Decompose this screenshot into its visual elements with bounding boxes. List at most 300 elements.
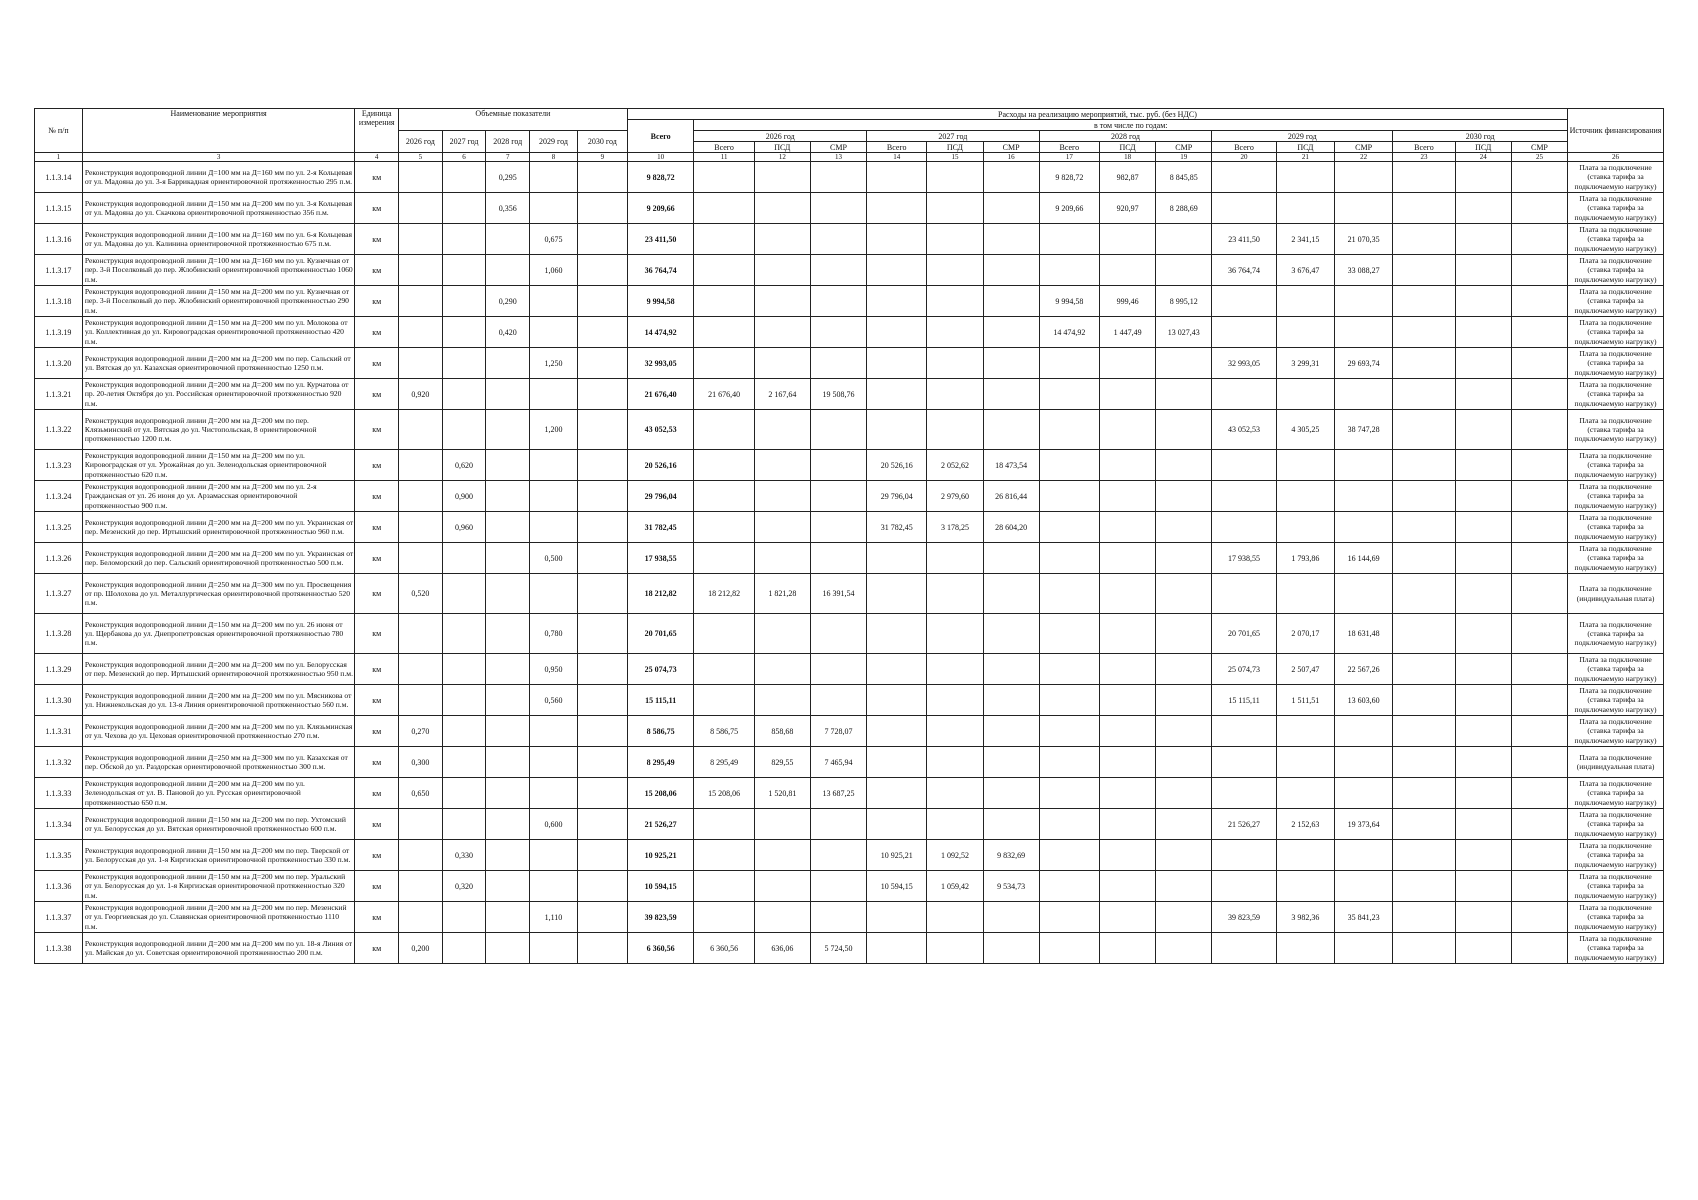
year-cost-cell [867, 348, 927, 379]
year-cost-cell [1335, 871, 1393, 902]
header-vol-year: 2027 год [442, 131, 486, 153]
year-cost-cell [754, 543, 810, 574]
year-cost-cell: 17 938,55 [1212, 543, 1276, 574]
year-cost-cell [694, 809, 754, 840]
volume-cell [577, 224, 627, 255]
year-cost-cell: 10 925,21 [867, 840, 927, 871]
total-cell: 15 115,11 [627, 685, 694, 716]
year-cost-cell [1455, 654, 1511, 685]
year-cost-cell [1212, 162, 1276, 193]
unit-cell: км [355, 193, 399, 224]
column-number: 7 [486, 153, 530, 162]
table-header [35, 109, 1664, 162]
row-number: 1.1.3.38 [35, 933, 83, 964]
table-row [35, 224, 1664, 255]
year-cost-cell [1393, 410, 1455, 450]
measure-name: Реконструкция водопроводной линии Д=200 мм на Д=200 мм по ул. Украинская от пер. Беломорский до пер. Сальский ориентировочной протяженностью 500 п.м. [82, 543, 355, 574]
year-cost-cell [1455, 286, 1511, 317]
year-cost-cell [694, 543, 754, 574]
year-cost-cell [810, 286, 866, 317]
column-number: 6 [442, 153, 486, 162]
total-cell: 21 526,27 [627, 809, 694, 840]
year-cost-cell [754, 317, 810, 348]
year-cost-cell: 9 209,66 [1039, 193, 1099, 224]
year-cost-cell [1039, 574, 1099, 614]
volume-cell: 0,620 [442, 450, 486, 481]
year-cost-cell [810, 193, 866, 224]
volume-cell [399, 512, 443, 543]
volume-cell: 0,295 [486, 162, 530, 193]
header-no: № п/п [35, 109, 83, 153]
year-cost-cell [1276, 512, 1334, 543]
unit-cell: км [355, 614, 399, 654]
volume-cell [530, 747, 578, 778]
year-cost-cell: 1 092,52 [927, 840, 983, 871]
year-cost-cell: 9 828,72 [1039, 162, 1099, 193]
year-cost-cell [694, 840, 754, 871]
measure-name: Реконструкция водопроводной линии Д=200 мм на Д=200 мм по пер. Сальский от ул. Вятская до ул. Казахская ориентировочной протяженностью 1250 п.м. [82, 348, 355, 379]
year-cost-cell: 33 088,27 [1335, 255, 1393, 286]
year-cost-cell: 19 373,64 [1335, 809, 1393, 840]
volume-cell [577, 716, 627, 747]
unit-cell: км [355, 747, 399, 778]
year-cost-cell [1039, 512, 1099, 543]
year-cost-cell [810, 840, 866, 871]
row-number: 1.1.3.33 [35, 778, 83, 809]
year-cost-cell [1212, 193, 1276, 224]
volume-cell [442, 162, 486, 193]
table-row [35, 162, 1664, 193]
financing-source: Плата за подключение (индивидуальная плата) [1568, 574, 1664, 614]
year-cost-cell [983, 543, 1039, 574]
column-number: 8 [530, 153, 578, 162]
header-volume: Объемные показатели [399, 109, 628, 131]
year-cost-cell [1511, 410, 1567, 450]
year-cost-cell [983, 778, 1039, 809]
year-cost-cell [1511, 902, 1567, 933]
year-cost-cell: 16 144,69 [1335, 543, 1393, 574]
row-number: 1.1.3.16 [35, 224, 83, 255]
year-cost-cell [1276, 747, 1334, 778]
year-cost-cell [1393, 840, 1455, 871]
table-row [35, 933, 1664, 964]
volume-cell [442, 654, 486, 685]
volume-cell: 0,650 [399, 778, 443, 809]
column-number: 11 [694, 153, 754, 162]
financing-source: Плата за подключение (ставка тарифа за подключаемую нагрузку) [1568, 193, 1664, 224]
year-cost-cell [810, 654, 866, 685]
volume-cell [577, 574, 627, 614]
year-cost-cell [1455, 574, 1511, 614]
year-cost-cell: 32 993,05 [1212, 348, 1276, 379]
year-cost-cell [810, 902, 866, 933]
unit-cell: км [355, 450, 399, 481]
year-cost-cell [1156, 481, 1212, 512]
volume-cell [577, 379, 627, 410]
year-cost-cell [1212, 778, 1276, 809]
row-number: 1.1.3.29 [35, 654, 83, 685]
financing-source: Плата за подключение (ставка тарифа за подключаемую нагрузку) [1568, 778, 1664, 809]
year-cost-cell [754, 614, 810, 654]
year-cost-cell [927, 543, 983, 574]
total-cell: 25 074,73 [627, 654, 694, 685]
year-cost-cell [1212, 379, 1276, 410]
volume-cell [486, 871, 530, 902]
year-cost-cell: 10 594,15 [867, 871, 927, 902]
year-cost-cell [1455, 317, 1511, 348]
year-cost-cell [927, 224, 983, 255]
year-cost-cell: 3 676,47 [1276, 255, 1334, 286]
financing-source: Плата за подключение (ставка тарифа за подключаемую нагрузку) [1568, 809, 1664, 840]
year-cost-cell: 2 167,64 [754, 379, 810, 410]
year-cost-cell [983, 162, 1039, 193]
table-row [35, 902, 1664, 933]
measure-name: Реконструкция водопроводной линии Д=200 мм на Д=200 мм по ул. Клязьминская от ул. Чехова до ул. Цеховая ориентировочной протяженностью 270 п.м. [82, 716, 355, 747]
total-cell: 31 782,45 [627, 512, 694, 543]
year-cost-cell: 20 526,16 [867, 450, 927, 481]
header-sub-smr: СМР [1511, 142, 1567, 153]
column-number: 21 [1276, 153, 1334, 162]
volume-cell: 0,330 [442, 840, 486, 871]
year-cost-cell [1335, 317, 1393, 348]
year-cost-cell [810, 450, 866, 481]
year-cost-cell [1039, 716, 1099, 747]
volume-cell: 0,420 [486, 317, 530, 348]
volume-cell [399, 840, 443, 871]
year-cost-cell [927, 348, 983, 379]
year-cost-cell [1455, 933, 1511, 964]
row-number: 1.1.3.14 [35, 162, 83, 193]
volume-cell: 0,960 [442, 512, 486, 543]
year-cost-cell [1156, 410, 1212, 450]
year-cost-cell [810, 543, 866, 574]
financing-source: Плата за подключение (ставка тарифа за подключаемую нагрузку) [1568, 685, 1664, 716]
table-row [35, 379, 1664, 410]
year-cost-cell [1212, 512, 1276, 543]
year-cost-cell [1212, 747, 1276, 778]
volume-cell [530, 840, 578, 871]
financing-source: Плата за подключение (ставка тарифа за подключаемую нагрузку) [1568, 614, 1664, 654]
header-sub-all: Всего [1039, 142, 1099, 153]
volume-cell [486, 450, 530, 481]
header-incl-years: в том числе по годам: [694, 120, 1568, 131]
volume-cell [486, 778, 530, 809]
table-body [35, 162, 1664, 964]
year-cost-cell [1393, 574, 1455, 614]
volume-cell: 0,290 [486, 286, 530, 317]
year-cost-cell [1455, 512, 1511, 543]
financing-source: Плата за подключение (ставка тарифа за подключаемую нагрузку) [1568, 224, 1664, 255]
row-number: 1.1.3.23 [35, 450, 83, 481]
year-cost-cell [867, 685, 927, 716]
year-cost-cell [1039, 654, 1099, 685]
year-cost-cell [1511, 224, 1567, 255]
year-cost-cell: 21 070,35 [1335, 224, 1393, 255]
header-sub-all: Всего [867, 142, 927, 153]
year-cost-cell [810, 224, 866, 255]
row-number: 1.1.3.37 [35, 902, 83, 933]
measure-name: Реконструкция водопроводной линии Д=200 мм на Д=200 мм по ул. Зеленодольская от ул. В. Пановой до ул. Русская ориентировочной протяженностью 650 п.м. [82, 778, 355, 809]
year-cost-cell [1393, 902, 1455, 933]
header-sub-psd: ПСД [927, 142, 983, 153]
unit-cell: км [355, 902, 399, 933]
year-cost-cell [1039, 379, 1099, 410]
measure-name: Реконструкция водопроводной линии Д=200 мм на Д=200 мм по ул. Мясникова от ул. Нижнекольская до ул. 13-я Линия ориентировочной протяженностью 560 п.м. [82, 685, 355, 716]
volume-cell: 0,300 [399, 747, 443, 778]
volume-cell [577, 840, 627, 871]
year-cost-cell [810, 317, 866, 348]
financing-source: Плата за подключение (ставка тарифа за подключаемую нагрузку) [1568, 286, 1664, 317]
year-cost-cell [1455, 809, 1511, 840]
year-cost-cell [694, 317, 754, 348]
year-cost-cell [1276, 481, 1334, 512]
table-row [35, 348, 1664, 379]
row-number: 1.1.3.30 [35, 685, 83, 716]
volume-cell [486, 933, 530, 964]
column-number: 5 [399, 153, 443, 162]
year-cost-cell [1039, 348, 1099, 379]
year-cost-cell [810, 162, 866, 193]
year-cost-cell: 8 845,85 [1156, 162, 1212, 193]
year-cost-cell [1156, 450, 1212, 481]
year-cost-cell [694, 512, 754, 543]
financing-source: Плата за подключение (ставка тарифа за подключаемую нагрузку) [1568, 902, 1664, 933]
year-cost-cell: 22 567,26 [1335, 654, 1393, 685]
year-cost-cell [1212, 716, 1276, 747]
year-cost-cell: 38 747,28 [1335, 410, 1393, 450]
year-cost-cell [983, 614, 1039, 654]
year-cost-cell [1511, 685, 1567, 716]
year-cost-cell [1393, 481, 1455, 512]
year-cost-cell [1455, 481, 1511, 512]
volume-cell [442, 685, 486, 716]
year-cost-cell [1393, 379, 1455, 410]
year-cost-cell [1099, 654, 1155, 685]
table-row [35, 410, 1664, 450]
year-cost-cell [927, 902, 983, 933]
year-cost-cell [694, 286, 754, 317]
table-row [35, 574, 1664, 614]
year-cost-cell [1335, 379, 1393, 410]
year-cost-cell [927, 379, 983, 410]
year-cost-cell [1039, 871, 1099, 902]
measure-name: Реконструкция водопроводной линии Д=150 мм на Д=200 мм по пер. Ухтомский от ул. Белорусская до ул. Вятская ориентировочной протяженностью 600 п.м. [82, 809, 355, 840]
year-cost-cell [983, 654, 1039, 685]
financing-source: Плата за подключение (ставка тарифа за подключаемую нагрузку) [1568, 871, 1664, 902]
year-cost-cell: 8 586,75 [694, 716, 754, 747]
year-cost-cell: 2 341,15 [1276, 224, 1334, 255]
financing-source: Плата за подключение (ставка тарифа за подключаемую нагрузку) [1568, 716, 1664, 747]
year-cost-cell [1212, 286, 1276, 317]
year-cost-cell: 19 508,76 [810, 379, 866, 410]
year-cost-cell [1039, 614, 1099, 654]
year-cost-cell [1156, 224, 1212, 255]
year-cost-cell [1156, 902, 1212, 933]
year-cost-cell [694, 193, 754, 224]
year-cost-cell: 3 178,25 [927, 512, 983, 543]
volume-cell: 0,320 [442, 871, 486, 902]
year-cost-cell [1335, 193, 1393, 224]
year-cost-cell [1039, 450, 1099, 481]
row-number: 1.1.3.27 [35, 574, 83, 614]
volume-cell [442, 809, 486, 840]
unit-cell: км [355, 286, 399, 317]
column-number: 3 [82, 153, 355, 162]
volume-cell: 0,780 [530, 614, 578, 654]
year-cost-cell [754, 286, 810, 317]
year-cost-cell [1455, 224, 1511, 255]
year-cost-cell [867, 716, 927, 747]
year-cost-cell [1511, 317, 1567, 348]
year-cost-cell [1039, 685, 1099, 716]
row-number: 1.1.3.18 [35, 286, 83, 317]
volume-cell [577, 543, 627, 574]
volume-cell [486, 410, 530, 450]
year-cost-cell [694, 162, 754, 193]
year-cost-cell [1393, 809, 1455, 840]
year-cost-cell: 8 995,12 [1156, 286, 1212, 317]
table-row [35, 317, 1664, 348]
year-cost-cell [754, 902, 810, 933]
document-page [34, 108, 1664, 964]
year-cost-cell [1039, 809, 1099, 840]
volume-cell [577, 778, 627, 809]
year-cost-cell [1156, 614, 1212, 654]
volume-cell [577, 317, 627, 348]
column-number: 4 [355, 153, 399, 162]
year-cost-cell [1335, 286, 1393, 317]
year-cost-cell: 31 782,45 [867, 512, 927, 543]
volume-cell [486, 348, 530, 379]
column-number: 20 [1212, 153, 1276, 162]
year-cost-cell [983, 809, 1039, 840]
year-cost-cell [694, 654, 754, 685]
total-cell: 10 925,21 [627, 840, 694, 871]
year-cost-cell [1156, 543, 1212, 574]
year-cost-cell [1099, 933, 1155, 964]
year-cost-cell [1099, 778, 1155, 809]
row-number: 1.1.3.36 [35, 871, 83, 902]
year-cost-cell [810, 512, 866, 543]
financing-source: Плата за подключение (ставка тарифа за подключаемую нагрузку) [1568, 654, 1664, 685]
volume-cell [577, 193, 627, 224]
total-cell: 29 796,04 [627, 481, 694, 512]
year-cost-cell: 14 474,92 [1039, 317, 1099, 348]
unit-cell: км [355, 317, 399, 348]
volume-cell [486, 255, 530, 286]
total-cell: 15 208,06 [627, 778, 694, 809]
volume-cell [399, 193, 443, 224]
header-total: Всего [627, 120, 694, 153]
column-number: 12 [754, 153, 810, 162]
year-cost-cell [867, 224, 927, 255]
volume-cell [486, 379, 530, 410]
measure-name: Реконструкция водопроводной линии Д=200 мм на Д=200 мм по пер. Мезенский от ул. Георгиевская до ул. Славянская ориентировочной протяженностью 1110 п.м. [82, 902, 355, 933]
column-number: 22 [1335, 153, 1393, 162]
year-cost-cell [1099, 716, 1155, 747]
volume-cell [486, 481, 530, 512]
volume-cell [530, 574, 578, 614]
year-cost-cell [694, 450, 754, 481]
table-row [35, 512, 1664, 543]
volume-cell: 0,675 [530, 224, 578, 255]
year-cost-cell: 18 631,48 [1335, 614, 1393, 654]
measure-name: Реконструкция водопроводной линии Д=200 мм на Д=200 мм по ул. 2-я Гражданская от ул. 26 июня до ул. Арзамасская ориентировочной протяженностью 900 п.м. [82, 481, 355, 512]
year-cost-cell [1039, 747, 1099, 778]
year-cost-cell [1511, 574, 1567, 614]
year-cost-cell [1511, 379, 1567, 410]
volume-cell [577, 410, 627, 450]
volume-cell [442, 317, 486, 348]
volume-cell [486, 574, 530, 614]
volume-cell: 0,520 [399, 574, 443, 614]
year-cost-cell: 982,87 [1099, 162, 1155, 193]
year-cost-cell [1393, 871, 1455, 902]
table-row [35, 614, 1664, 654]
year-cost-cell [1156, 840, 1212, 871]
year-cost-cell [1393, 933, 1455, 964]
year-cost-cell [1276, 716, 1334, 747]
year-cost-cell: 3 982,36 [1276, 902, 1334, 933]
measure-name: Реконструкция водопроводной линии Д=200 мм на Д=200 мм по пер. Клязьминский от ул. Вятская до ул. Чистопольская, 8 ориентировочной протяженностью 1200 п.м. [82, 410, 355, 450]
volume-cell [486, 716, 530, 747]
year-cost-cell [1455, 379, 1511, 410]
year-cost-cell [1099, 255, 1155, 286]
volume-cell [442, 933, 486, 964]
year-cost-cell [1276, 162, 1334, 193]
year-cost-cell [1156, 255, 1212, 286]
year-cost-cell: 920,97 [1099, 193, 1155, 224]
year-cost-cell [754, 481, 810, 512]
volume-cell [442, 902, 486, 933]
column-number: 23 [1393, 153, 1455, 162]
volume-cell [577, 162, 627, 193]
volume-cell [530, 193, 578, 224]
year-cost-cell [867, 286, 927, 317]
financing-source: Плата за подключение (ставка тарифа за подключаемую нагрузку) [1568, 481, 1664, 512]
year-cost-cell: 2 070,17 [1276, 614, 1334, 654]
year-cost-cell: 18 212,82 [694, 574, 754, 614]
year-cost-cell [927, 317, 983, 348]
year-cost-cell [1511, 512, 1567, 543]
year-cost-cell [1039, 543, 1099, 574]
table-row [35, 481, 1664, 512]
unit-cell: км [355, 543, 399, 574]
year-cost-cell: 36 764,74 [1212, 255, 1276, 286]
year-cost-cell [754, 255, 810, 286]
volume-cell: 0,500 [530, 543, 578, 574]
volume-cell [577, 614, 627, 654]
year-cost-cell [1393, 193, 1455, 224]
year-cost-cell [1511, 193, 1567, 224]
year-cost-cell [983, 902, 1039, 933]
header-sub-psd: ПСД [754, 142, 810, 153]
year-cost-cell: 28 604,20 [983, 512, 1039, 543]
year-cost-cell: 9 994,58 [1039, 286, 1099, 317]
year-cost-cell [927, 162, 983, 193]
total-cell: 43 052,53 [627, 410, 694, 450]
year-cost-cell [927, 255, 983, 286]
year-cost-cell [1099, 871, 1155, 902]
unit-cell: км [355, 379, 399, 410]
year-cost-cell: 829,55 [754, 747, 810, 778]
total-cell: 10 594,15 [627, 871, 694, 902]
total-cell: 8 295,49 [627, 747, 694, 778]
unit-cell: км [355, 871, 399, 902]
year-cost-cell [1393, 543, 1455, 574]
header-sub-psd: ПСД [1276, 142, 1334, 153]
year-cost-cell [1099, 574, 1155, 614]
